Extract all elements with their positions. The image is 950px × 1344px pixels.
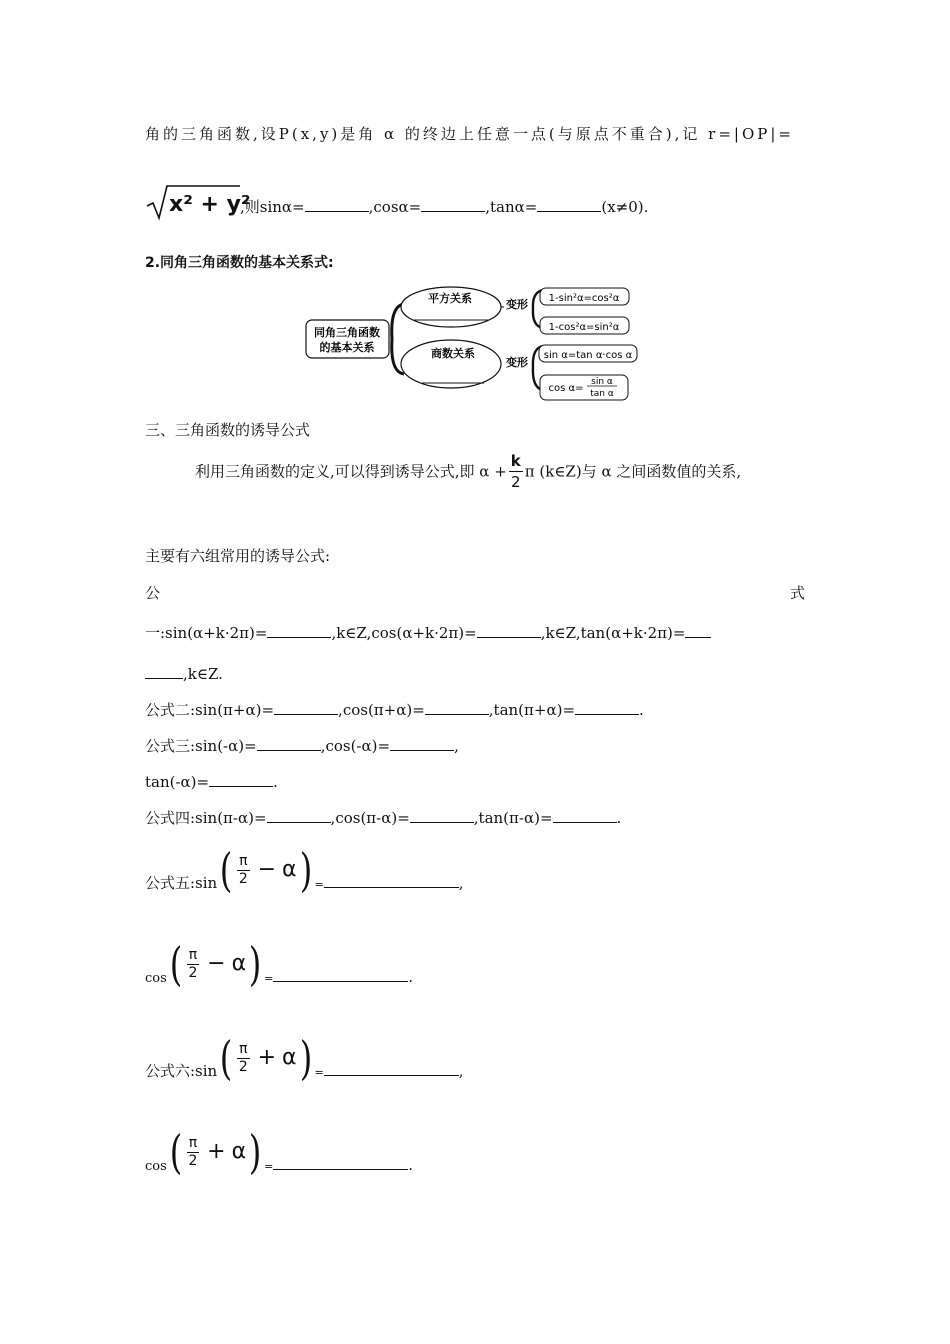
diagram-formula-4-den: tan α (590, 389, 614, 399)
minus-op: − (257, 857, 277, 882)
formula-2-sin: 公式二:sin(π+α)= (145, 701, 275, 719)
pi-over-2: $\frac{\pi}{2}$ (188, 1134, 198, 1169)
cos-def-label: ,cosα= (368, 198, 422, 216)
diagram-branch-square: 平方关系 (428, 292, 472, 305)
tan-def-label: ,tanα= (485, 198, 538, 216)
formula-1-tan-blank-a[interactable] (685, 623, 711, 638)
pi-over-2: $\frac{\pi}{2}$ (188, 946, 198, 981)
formula-2-tan-blank[interactable] (575, 700, 639, 715)
formula-4-tan: ,tan(π-α)= (473, 809, 553, 827)
formula-3-comma: , (454, 737, 459, 755)
alpha-symbol: α (231, 1139, 247, 1164)
gong-char: 公 (145, 584, 161, 602)
formula-2-tan: ,tan(π+α)= (488, 701, 576, 719)
formula-1-end: ,k∈Z. (183, 665, 223, 683)
formula-6-cos-line: cos( $\frac{\pi}{2}$ + α) $_=$ . (145, 1125, 414, 1179)
induction-intro-b: π (k∈Z)与 α 之间函数值的关系, (524, 462, 742, 481)
formula-1-tan: ,k∈Z,tan(α+k·2π)= (540, 624, 686, 642)
formula-4-tan-blank[interactable] (553, 808, 617, 823)
diagram-formula-4-num: sin α (591, 377, 613, 387)
formula-1-cont (145, 664, 223, 684)
formula-2-cos-blank[interactable] (425, 700, 489, 715)
frac-k-num: k (510, 452, 521, 470)
alpha-symbol: α (282, 1045, 297, 1070)
formula-1-cos: ,k∈Z,cos(α+k·2π)= (331, 624, 477, 642)
intro-line-2 (145, 184, 648, 220)
sin-def-label: ,则sinα= (240, 198, 305, 216)
diagram-formula-2: 1-cos²α=sin²α (548, 322, 620, 333)
formula-1-sin: 一:sin(α+k·2π)= (145, 624, 268, 642)
formula-3-tan-blank[interactable] (209, 772, 273, 787)
alpha-symbol: α (231, 951, 247, 976)
tan-condition: (x≠0). (601, 198, 649, 216)
formula-6-sin-blank[interactable] (324, 1061, 459, 1076)
shi-char: 式 (790, 584, 806, 602)
six-groups-text: 主要有六组常用的诱导公式: (145, 547, 331, 565)
sqrt-symbol (145, 184, 251, 220)
alpha-symbol: α (282, 857, 297, 882)
formula-4-end: . (616, 809, 622, 827)
formula-5-cos-blank[interactable] (273, 967, 408, 982)
formula-5-sin-blank[interactable] (324, 873, 459, 888)
formula-5-sin-line: 公式五:sin( $\frac{\pi}{2}$ − α) $_=$ , (145, 843, 464, 897)
pi-over-2: $\frac{\pi}{2}$ (238, 1040, 248, 1075)
formula-2-end: . (639, 701, 644, 719)
relation-diagram (300, 282, 645, 404)
formula-3-tan: tan(-α)= (145, 773, 210, 791)
induction-intro (195, 451, 741, 492)
formula-3-end: . (273, 773, 278, 791)
diagram-branch-quotient: 商数关系 (431, 347, 475, 360)
diagram-center-line1: 同角三角函数 (314, 326, 380, 339)
formula-3-cos-blank[interactable] (390, 736, 454, 751)
formula-1-sin-blank[interactable] (267, 623, 331, 638)
plus-op: + (257, 1045, 277, 1070)
diagram-formula-3: sin α=tan α·cos α (543, 350, 633, 361)
formula-2-sin-blank[interactable] (274, 700, 338, 715)
diagram-transform-1: 变形 (506, 298, 528, 311)
formula-5-cos-line: cos( $\frac{\pi}{2}$ − α) $_=$ . (145, 937, 414, 991)
formula-4-sin-blank[interactable] (267, 808, 331, 823)
induction-intro-a: 利用三角函数的定义,可以得到诱导公式,即 α + (195, 462, 507, 481)
sqrt-expression: x² + y² (169, 192, 251, 217)
formula-4-cos-blank[interactable] (410, 808, 474, 823)
formula-2-line (145, 700, 644, 720)
formula-1-cos-blank[interactable] (477, 623, 541, 638)
diagram-formula-4-left: cos α= (548, 383, 584, 394)
section2-heading: 2.同角三角函数的基本关系式: (145, 255, 334, 271)
diagram-transform-2: 变形 (506, 356, 528, 369)
formula-1-line (145, 623, 711, 643)
formula-6-cos-blank[interactable] (273, 1155, 408, 1170)
formula-3-tan-line (145, 772, 278, 792)
formula-6-sin-line: 公式六:sin( $\frac{\pi}{2}$ + α) $_=$ , (145, 1031, 464, 1085)
formula-4-sin: 公式四:sin(π-α)= (145, 809, 267, 827)
formula-3-sin-blank[interactable] (257, 736, 321, 751)
formula-4-line (145, 808, 621, 828)
minus-op: − (207, 951, 226, 976)
formula-5-label: 公式五:sin (145, 874, 218, 892)
formula-3-cos: ,cos(-α)= (320, 737, 391, 755)
pi-over-2: $\frac{\pi}{2}$ (238, 852, 248, 887)
formula-6-label: 公式六:sin (145, 1062, 218, 1080)
diagram-formula-1: 1-sin²α=cos²α (548, 293, 620, 304)
formula-2-cos: ,cos(π+α)= (338, 701, 425, 719)
formula-6-cos-label: cos (145, 1159, 167, 1174)
formula-4-cos: ,cos(π-α)= (330, 809, 410, 827)
cos-blank[interactable] (421, 197, 485, 212)
diagram-center-line2: 的基本关系 (319, 341, 375, 354)
intro-line-1: 角的三角函数,设P(x,y)是角 α 的终边上任意一点(与原点不重合),记 r=|OP|= (145, 125, 794, 143)
frac-k-den: 2 (511, 473, 521, 491)
formula-3-sin: 公式三:sin(-α)= (145, 737, 257, 755)
k-over-2-fraction (509, 451, 523, 492)
section3-heading: 三、三角函数的诱导公式 (145, 421, 311, 439)
tan-blank[interactable] (537, 197, 601, 212)
formula-3-line (145, 736, 459, 756)
formula-1-tan-blank-b[interactable] (145, 664, 183, 679)
plus-op: + (207, 1139, 226, 1164)
sin-blank[interactable] (305, 197, 369, 212)
formula-5-cos-label: cos (145, 971, 167, 986)
